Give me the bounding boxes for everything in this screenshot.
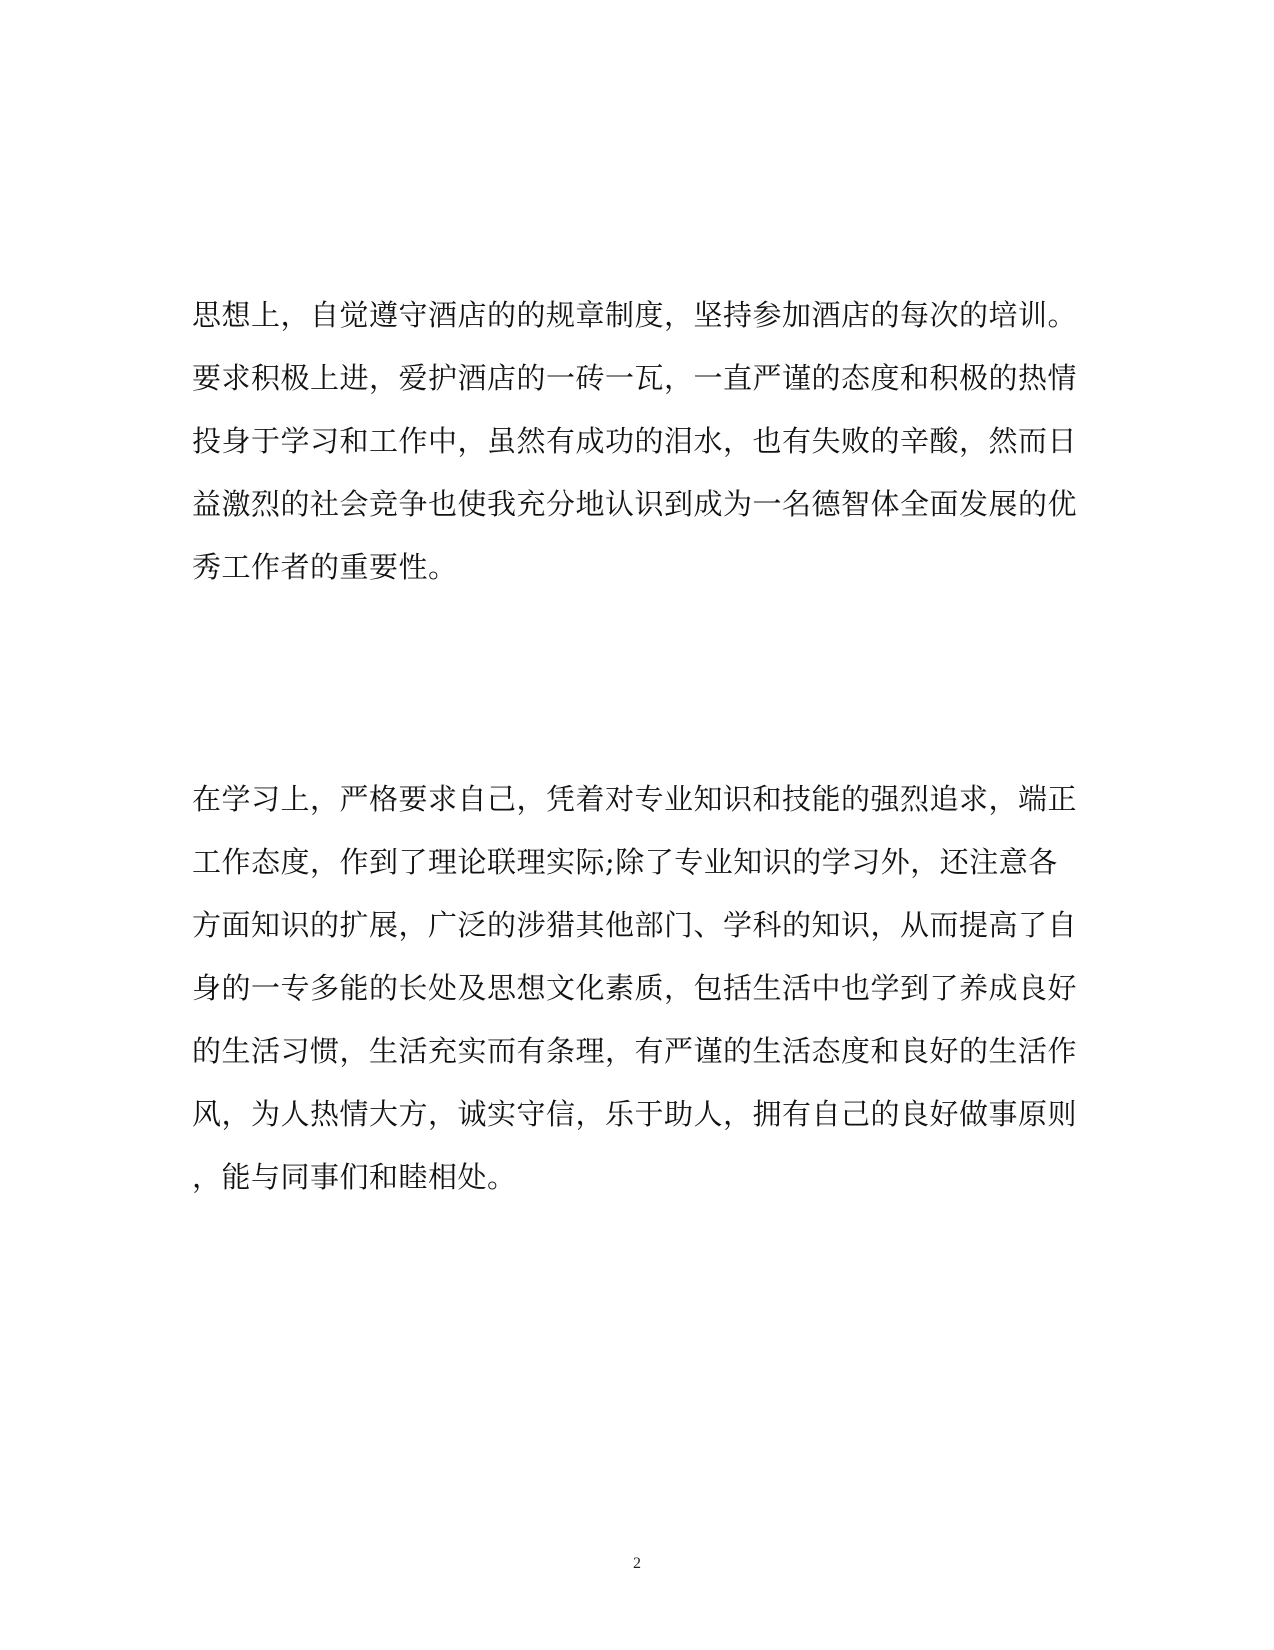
paragraph-ideology <box>192 284 1078 599</box>
paragraph-line: ，能与同事们和睦相处。 <box>192 1160 517 1194</box>
paragraph-line: 方面知识的扩展，广泛的涉猎其他部门、学科的知识，从而提高了自 <box>192 908 1078 942</box>
paragraph-line: 益激烈的社会竞争也使我充分地认识到成为一名德智体全面发展的优 <box>192 487 1078 521</box>
page-number: 2 <box>633 1555 641 1572</box>
paragraph-line: 风，为人热情大方，诚实守信，乐于助人，拥有自己的良好做事原则 <box>192 1097 1078 1131</box>
paragraph-line: 在学习上，严格要求自己，凭着对专业知识和技能的强烈追求，端正 <box>192 782 1078 816</box>
paragraph-line: 的生活习惯，生活充实而有条理，有严谨的生活态度和良好的生活作 <box>192 1034 1078 1068</box>
paragraph-line: 投身于学习和工作中，虽然有成功的泪水，也有失败的辛酸，然而日 <box>192 424 1078 458</box>
paragraph-line: 身的一专多能的长处及思想文化素质，包括生活中也学到了养成良好 <box>192 971 1078 1005</box>
paragraph-line: 思想上，自觉遵守酒店的的规章制度，坚持参加酒店的每次的培训。 <box>192 298 1078 332</box>
paragraph-line: 工作态度，作到了理论联理实际;除了专业知识的学习外，还注意各 <box>192 845 1058 879</box>
paragraph-study <box>192 768 1078 1209</box>
paragraph-line: 要求积极上进，爱护酒店的一砖一瓦，一直严谨的态度和积极的热情 <box>192 361 1078 395</box>
paragraph-line: 秀工作者的重要性。 <box>192 550 458 584</box>
